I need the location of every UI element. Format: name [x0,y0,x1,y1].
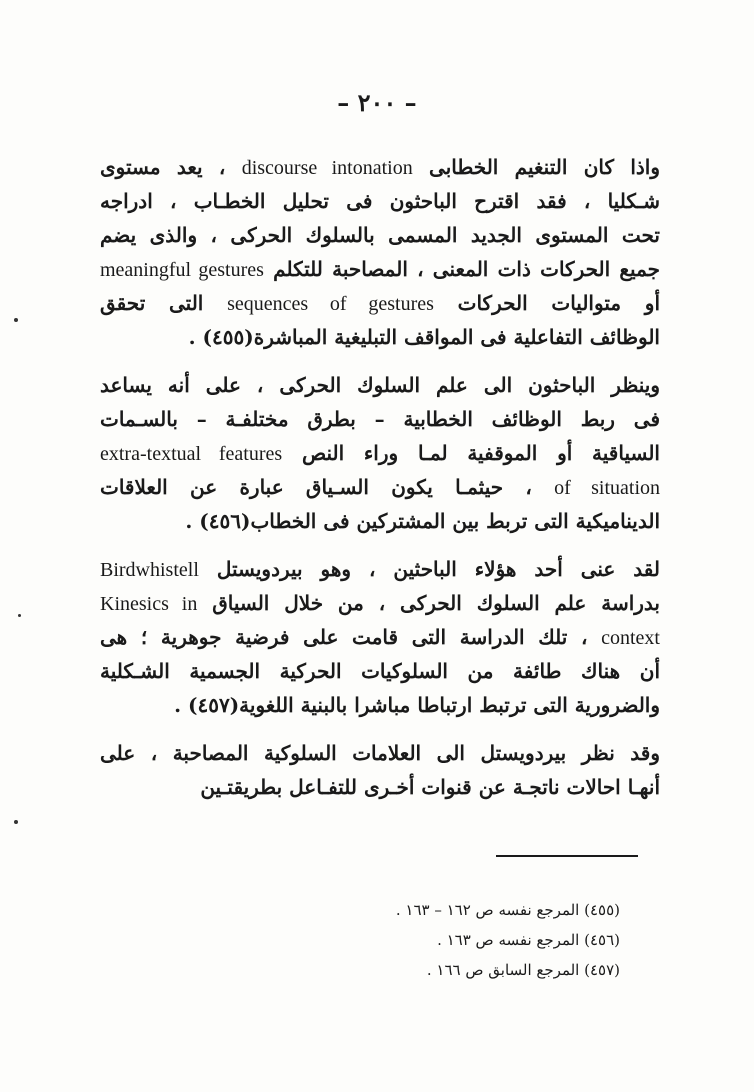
latin-term: sequences of gestures [227,293,434,315]
latin-term: discourse intonation [241,157,413,179]
arabic-text: والضرورية التى ترتبط ارتباطا مباشرا بالبنية اللغوية(٤٥٧) . [174,693,660,717]
text-line [100,736,660,770]
arabic-text: أو متواليات الحركات [457,291,661,315]
text-line [100,402,660,436]
arabic-text: تحت المستوى الجديد المسمى بالسلوك الحركى ، والذى يضم [100,223,660,247]
latin-term: meaningful gestures [100,259,264,281]
footnote: (٤٥٥) المرجع نفسه ص ١٦٢ – ١٦٣ . [395,901,620,919]
paragraph [100,368,660,538]
paragraph [100,150,660,354]
text-line [100,286,660,320]
text-line [100,368,660,402]
latin-term: Birdwhistell [100,559,199,581]
text-line [100,620,660,654]
arabic-text: لقد عنى أحد هؤلاء الباحثين ، وهو بيردويستل [216,557,660,581]
text-line [100,436,660,470]
arabic-text: الوظائف التفاعلية فى المواقف التبليغية المباشرة(٤٥٥) . [188,325,660,349]
latin-term: Kinesics in [100,593,198,615]
page-number: – ٢٠٠ – [337,88,417,117]
arabic-text: أنهـا احالات ناتجـة عن قنوات أخـرى للتفـاعل بطريقتـين [200,775,660,799]
body-text [100,150,660,818]
footnote: (٤٥٦) المرجع نفسه ص ١٦٣ . [437,931,620,949]
text-line [100,252,660,286]
latin-term: context [601,627,660,649]
text-line [100,688,660,722]
arabic-text: ، تلك الدراسة التى قامت على فرضية جوهرية ؛ هى [100,625,588,649]
latin-term: of situation [554,477,660,499]
text-line [100,150,660,184]
text-line [100,218,660,252]
latin-term: extra-textual features [100,443,283,465]
arabic-text: وينظر الباحثون الى علم السلوك الحركى ، على أنه يساعد [100,373,660,397]
text-line [100,654,660,688]
footnotes [300,895,620,985]
arabic-text: جميع الحركات ذات المعنى ، المصاحبة للتكلم [273,257,661,281]
arabic-text: فى ربط الوظائف الخطابية – بطرق مختلفـة – بالسـمات [100,407,660,431]
arabic-text: التى تحقق [100,291,204,315]
text-line [100,770,660,804]
footnote: (٤٥٧) المرجع السابق ص ١٦٦ . [426,961,620,979]
text-line [100,504,660,538]
footnote-rule [496,855,638,857]
arabic-text: ، يعد مستوى [100,155,226,179]
text-line [100,470,660,504]
text-line [100,320,660,354]
paragraph [100,552,660,722]
scan-speck [14,318,18,322]
arabic-text: الديناميكية التى تربط بين المشتركين فى الخطاب(٤٥٦) . [185,509,660,533]
arabic-text: أن هناك طائفة من السلوكيات الحركية الجسمية الشـكلية [100,659,660,683]
arabic-text: واذا كان التنغيم الخطابى [429,155,660,179]
text-line [100,586,660,620]
scan-speck [18,614,21,617]
arabic-text: بدراسة علم السلوك الحركى ، من خلال السياق [212,591,660,615]
arabic-text: السياقية أو الموقفية لمـا وراء النص [301,441,660,465]
scan-speck [14,820,18,824]
text-line [100,552,660,586]
text-line [100,184,660,218]
arabic-text: شـكليا ، فقد اقترح الباحثون فى تحليل الخطـاب ، ادراجه [100,189,660,213]
arabic-text: وقد نظر بيردويستل الى العلامات السلوكية المصاحبة ، على [100,741,660,765]
paragraph [100,736,660,804]
arabic-text: ، حيثمـا يكون السـياق عبارة عن العلاقات [100,475,532,499]
